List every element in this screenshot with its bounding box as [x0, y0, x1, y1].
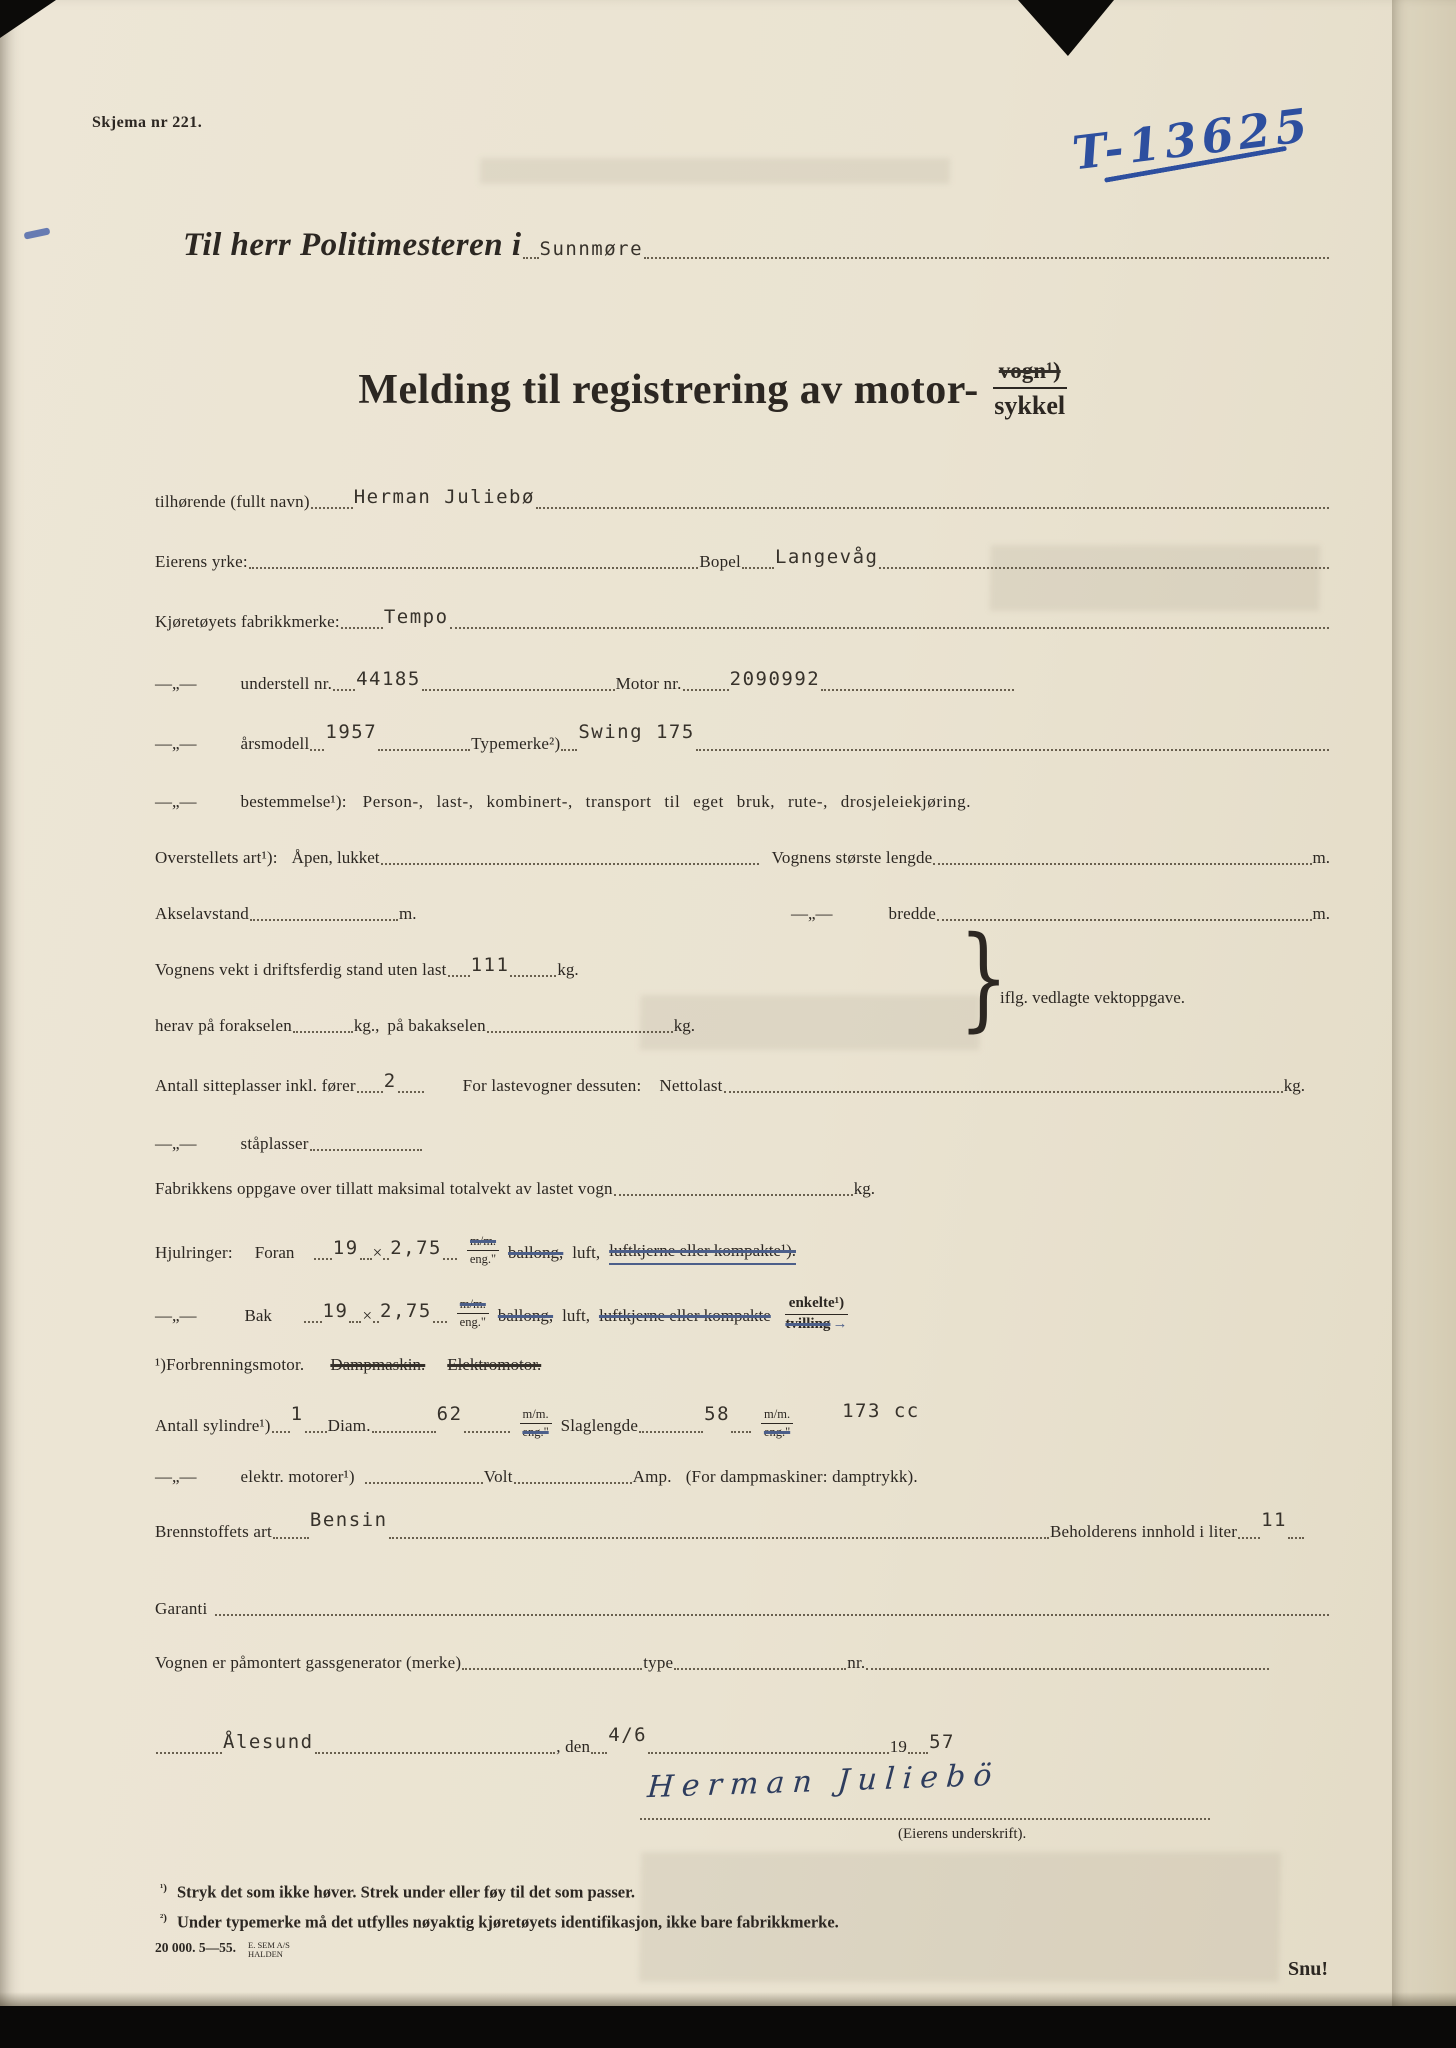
- form-title-text: Melding til registrering av motor-: [358, 366, 979, 413]
- signature-caption: (Eierens underskrift).: [898, 1826, 1027, 1842]
- form-title: [125, 358, 1300, 421]
- brace-glyph: }: [958, 913, 1009, 1043]
- field-wheelbase: [155, 901, 1330, 926]
- field-fuel-value: Bensin: [309, 1509, 388, 1531]
- field-gas-type-label: type: [643, 1653, 674, 1672]
- field-bodywork-options: Åpen, lukket: [291, 848, 380, 867]
- field-tires-front-dim1: 19: [332, 1237, 359, 1259]
- dotted-leader: [305, 1431, 327, 1433]
- field-gas-nr-label: nr.: [847, 1653, 866, 1672]
- field-wheelbase-unit: m.: [399, 904, 417, 923]
- field-lastevogner-label: For lastevogner dessuten:: [462, 1076, 642, 1095]
- field-cylinders: [155, 1400, 1330, 1439]
- engine-dampmaskin-struck: Dampmaskin.: [330, 1355, 426, 1374]
- dotted-leader: [742, 567, 774, 569]
- unit-eng-struck: eng.": [763, 1425, 791, 1439]
- unit-eng-struck: eng.": [522, 1425, 549, 1439]
- field-max-weight-label: Fabrikkens oppgave over tillatt maksimal totalvekt av lastet vogn: [155, 1179, 613, 1198]
- field-stroke-label: Slaglengde: [560, 1416, 639, 1435]
- dotted-leader: [644, 257, 1329, 259]
- dotted-leader: [523, 257, 539, 259]
- title-option-sykkel: sykkel: [994, 391, 1066, 420]
- field-owner: [155, 486, 1330, 514]
- dotted-leader: [879, 567, 1329, 569]
- field-occupation: [155, 546, 1330, 574]
- ditto-mark: —„—: [155, 792, 197, 811]
- field-owner-value: Herman Juliebø: [353, 486, 535, 508]
- field-fuel: [155, 1509, 1305, 1544]
- ditto-mark: —„—: [155, 1306, 197, 1325]
- footnote-1-mark: ¹): [160, 1882, 167, 1894]
- field-purpose-options: Person-, last-, kombinert-, transport til eget bruk, rute-, drosjeleiekjøring.: [362, 792, 972, 811]
- unit-fraction: [520, 1407, 552, 1440]
- dotted-leader: [866, 1668, 1269, 1670]
- dotted-leader: [696, 749, 1329, 751]
- field-width-label: bredde: [888, 904, 936, 923]
- dotted-leader: [249, 567, 699, 569]
- field-date-value: 4/6: [608, 1724, 648, 1746]
- pen-arrow: →: [832, 1316, 848, 1332]
- field-tires-front-position: Foran: [254, 1243, 295, 1262]
- field-cylinders-label: Antall sylindre¹): [155, 1416, 271, 1435]
- field-warranty-label: Garanti: [155, 1599, 208, 1618]
- printer-name-line2: HALDEN: [248, 1949, 283, 1959]
- dotted-leader: [683, 689, 729, 691]
- field-place-date: [155, 1724, 955, 1759]
- field-year-value2: 57: [929, 1731, 955, 1753]
- dotted-leader: [341, 627, 383, 629]
- engine-elektromotor-struck: Elektromotor.: [447, 1355, 542, 1374]
- field-chassis-label: understell nr.: [240, 674, 333, 693]
- dotted-leader: [315, 1752, 556, 1754]
- field-motor-label: Motor nr.: [615, 674, 682, 693]
- dotted-leader: [433, 1321, 447, 1323]
- dotted-leader: [1288, 1537, 1304, 1539]
- dotted-leader: [381, 863, 759, 865]
- field-purpose: [155, 789, 1330, 814]
- multiply-sign: ×: [372, 1243, 383, 1262]
- field-make-label: Kjøretøyets fabrikkmerke:: [155, 612, 340, 631]
- dotted-leader: [398, 1091, 424, 1093]
- dotted-leader: [731, 1431, 751, 1433]
- option-enkelte: enkelte¹): [785, 1294, 848, 1315]
- field-tires-rear-dim1: 19: [322, 1300, 349, 1322]
- dotted-leader: [561, 749, 577, 751]
- pen-mark: [24, 227, 51, 239]
- field-max-total-weight: [155, 1176, 875, 1201]
- dotted-leader: [389, 1537, 1049, 1539]
- dotted-leader: [443, 1258, 457, 1260]
- field-diam-label: Diam.: [327, 1416, 371, 1435]
- dotted-leader: [933, 863, 1311, 865]
- ditto-mark: —„—: [155, 1134, 197, 1153]
- addressee-line: [183, 226, 1330, 264]
- form-number: Skjema nr 221.: [92, 114, 203, 131]
- field-weight-unit: kg.: [557, 960, 579, 979]
- unit-fraction: [761, 1407, 793, 1440]
- dotted-leader: [304, 1321, 322, 1323]
- dotted-leader: [383, 1258, 389, 1260]
- bleed-through-artifact: [480, 158, 950, 184]
- dotted-leader: [614, 1194, 853, 1196]
- field-capacity-value: 11: [1261, 1509, 1287, 1531]
- dotted-leader: [908, 1752, 928, 1754]
- dotted-leader: [648, 1752, 889, 1754]
- field-century-label: 19: [889, 1737, 908, 1756]
- dotted-leader: [462, 1668, 642, 1670]
- printer-name-line1: E. SEM A/S: [248, 1940, 290, 1950]
- field-owner-label: tilhørende (fullt navn): [155, 492, 310, 511]
- dotted-leader: [156, 1752, 222, 1754]
- unit-mm: m/m.: [761, 1407, 793, 1424]
- single-twin-fraction: [785, 1294, 848, 1334]
- dotted-leader: [591, 1752, 607, 1754]
- title-vehicle-options: [993, 358, 1067, 421]
- field-volt-label: Volt: [483, 1467, 513, 1486]
- field-year-label: årsmodell: [240, 734, 310, 753]
- field-nettolast-unit: kg.: [1283, 1076, 1305, 1095]
- dotted-leader: [333, 689, 355, 691]
- option-luftkjerne-kompakte-struck: luftkjerne eller kompakte¹).: [609, 1238, 796, 1265]
- tvilling-text: tvilling: [785, 1316, 831, 1332]
- footnote-1: [160, 1882, 635, 1903]
- field-bopel-label: Bopel: [699, 552, 741, 571]
- dotted-leader: [310, 749, 324, 751]
- print-info: [155, 1940, 290, 1959]
- dotted-leader: [510, 975, 556, 977]
- unit-mm: m/m.: [520, 1407, 552, 1424]
- option-luft: luft,: [562, 1306, 590, 1325]
- field-standing-label: ståplasser: [240, 1134, 309, 1153]
- field-chassis-value: 44185: [356, 668, 421, 690]
- turn-page-label: Snu!: [1288, 1958, 1329, 1980]
- field-rear-axle-unit: kg.: [673, 1016, 695, 1035]
- unit-fraction: [467, 1234, 499, 1267]
- engine-forbrenningsmotor: ¹)Forbrenningsmotor.: [155, 1355, 305, 1374]
- dotted-leader: [311, 507, 353, 509]
- ditto-mark: —„—: [791, 904, 833, 923]
- unit-fraction: [457, 1297, 489, 1330]
- field-place-value: Ålesund: [223, 1731, 314, 1753]
- unit-eng: eng.": [459, 1315, 486, 1329]
- ditto-mark: —„—: [155, 674, 197, 693]
- dotted-leader: [448, 975, 470, 977]
- dotted-leader: [250, 919, 398, 921]
- unit-eng: eng.": [469, 1252, 497, 1266]
- field-axle-load: [155, 1013, 695, 1038]
- dotted-leader: [639, 1431, 703, 1433]
- addressee-value: Sunnmøre: [539, 238, 644, 260]
- option-ballong-struck: ballong,: [508, 1243, 564, 1262]
- dotted-leader: [293, 1031, 353, 1033]
- addressee-label: Til herr Politimesteren i: [183, 227, 522, 263]
- field-front-axle-label: herav på forakselen: [155, 1016, 292, 1035]
- field-cylinders-value: 1: [290, 1403, 304, 1425]
- field-year-value: 1957: [325, 721, 378, 743]
- field-seats-value: 2: [383, 1070, 397, 1092]
- option-luft: luft,: [572, 1243, 601, 1262]
- dotted-leader: [422, 689, 615, 691]
- print-run: 20 000. 5—55.: [155, 1940, 236, 1955]
- dotted-leader: [215, 1614, 1329, 1616]
- dotted-leader: [373, 1321, 379, 1323]
- ditto-mark: —„—: [155, 1467, 197, 1486]
- field-bopel-value: Langevåg: [774, 546, 879, 568]
- footnote-2-mark: ²): [160, 1912, 167, 1924]
- option-luftkjerne-kompakte-struck: luftkjerne eller kompakte: [598, 1306, 771, 1325]
- dotted-leader: [273, 1537, 309, 1539]
- multiply-sign: ×: [362, 1306, 373, 1325]
- field-nettolast-label: Nettolast: [659, 1076, 723, 1095]
- field-seats: [155, 1070, 1305, 1098]
- scan-corner-artifact: [0, 0, 56, 38]
- field-amp-label: Amp.: [632, 1467, 672, 1486]
- dotted-leader: [724, 1091, 1283, 1093]
- field-steam-note: (For dampmaskiner: damptrykk).: [685, 1467, 918, 1486]
- dotted-leader: [349, 1321, 361, 1323]
- dotted-leader: [536, 507, 1329, 509]
- field-tires-rear: [155, 1294, 1330, 1332]
- field-length-label: Vognens største lengde: [771, 848, 933, 867]
- field-wheelbase-label: Akselavstand: [155, 904, 249, 923]
- field-weight-value: 111: [470, 954, 510, 976]
- dotted-leader: [310, 1149, 422, 1151]
- field-tires-front: [155, 1234, 1330, 1265]
- printer-name: [248, 1941, 290, 1959]
- weight-note-text: iflg. vedlagte vektoppgave.: [1000, 988, 1186, 1007]
- field-displacement-value: 173 cc: [842, 1400, 920, 1422]
- field-fuel-label: Brennstoffets art: [155, 1522, 272, 1541]
- field-type-value: Swing 175: [578, 721, 695, 743]
- field-front-axle-unit: kg.,: [353, 1016, 380, 1035]
- field-capacity-label: Beholderens innhold i liter: [1049, 1522, 1238, 1541]
- footnote-1-text: Stryk det som ikke høver. Strek under eller føy til det som passer.: [176, 1882, 636, 1902]
- title-option-vogn-struck: vogn¹): [993, 358, 1067, 389]
- field-warranty: [155, 1596, 1330, 1621]
- field-length-unit: m.: [1312, 848, 1330, 867]
- dotted-leader: [378, 749, 470, 751]
- registration-number-handwriting: T-13625: [1069, 97, 1316, 181]
- field-diam-value: 62: [436, 1403, 463, 1425]
- field-bodywork-label: Overstellets art¹):: [155, 848, 278, 867]
- field-bodywork: [155, 845, 1330, 870]
- field-tires-label: Hjulringer:: [155, 1243, 233, 1262]
- dotted-leader: [487, 1031, 673, 1033]
- dotted-leader: [365, 1482, 483, 1484]
- field-seats-label: Antall sitteplasser inkl. fører: [155, 1076, 356, 1095]
- signature-line: [640, 1818, 1210, 1820]
- field-weight: [155, 954, 585, 982]
- field-motor-value: 2090992: [729, 668, 821, 690]
- dotted-leader: [360, 1258, 372, 1260]
- footnote-2: [160, 1912, 839, 1933]
- field-tires-rear-dim2: 2,75: [380, 1300, 432, 1322]
- field-tires-front-dim2: 2,75: [390, 1237, 442, 1259]
- field-occupation-label: Eierens yrke:: [155, 552, 248, 571]
- option-ballong-struck: ballong,: [497, 1306, 554, 1325]
- field-den-label: , den: [556, 1737, 591, 1756]
- field-electric-motors: [155, 1464, 1330, 1489]
- field-rear-axle-label: på bakakselen: [387, 1016, 486, 1035]
- dotted-leader: [821, 689, 1014, 691]
- field-purpose-label: bestemmelse¹):: [240, 792, 347, 811]
- dotted-leader: [514, 1482, 632, 1484]
- field-max-weight-unit: kg.: [853, 1179, 875, 1198]
- field-make: [155, 606, 1330, 634]
- dotted-leader: [464, 1431, 510, 1433]
- dotted-leader: [674, 1668, 846, 1670]
- registration-number: [1070, 98, 1316, 182]
- unit-mm-struck: m/m.: [467, 1234, 499, 1251]
- field-chassis: [155, 668, 1015, 696]
- field-type-label: Typemerke²): [471, 734, 561, 753]
- field-tires-rear-position: Bak: [244, 1306, 272, 1325]
- field-model-year: [155, 721, 1330, 756]
- scan-bottom-edge: [0, 2006, 1456, 2048]
- dotted-leader: [372, 1431, 436, 1433]
- scan-bottom-shadow: [0, 1992, 1456, 2006]
- ditto-mark: —„—: [155, 734, 197, 753]
- field-standing: [155, 1131, 475, 1156]
- field-weight-label: Vognens vekt i driftsferdig stand uten last: [155, 960, 447, 979]
- weight-note: [1000, 985, 1185, 1010]
- field-electric-label: elektr. motorer¹): [240, 1467, 355, 1486]
- field-width-unit: m.: [1312, 904, 1330, 923]
- signature-handwriting: Herman Juliebö: [646, 1757, 1001, 1806]
- field-gas-generator: [155, 1650, 1270, 1675]
- dotted-leader: [272, 1431, 290, 1433]
- field-gas-label: Vognen er påmontert gassgenerator (merke): [155, 1653, 462, 1672]
- unit-mm-struck: m/m.: [457, 1297, 489, 1314]
- scan-page-edge: [1392, 0, 1456, 2048]
- field-stroke-value: 58: [704, 1403, 731, 1425]
- field-engine-kind: [155, 1352, 1330, 1377]
- field-make-value: Tempo: [383, 606, 449, 628]
- option-tvilling-struck: [785, 1315, 847, 1334]
- dotted-leader: [1238, 1537, 1260, 1539]
- dotted-leader: [357, 1091, 383, 1093]
- dotted-leader: [314, 1258, 332, 1260]
- footnote-2-text: Under typemerke må det utfylles nøyaktig kjøretøyets identifikasjon, ikke bare fabrikkmerke.: [176, 1912, 839, 1932]
- dotted-leader: [450, 627, 1329, 629]
- scan-notch-artifact: [1018, 0, 1114, 56]
